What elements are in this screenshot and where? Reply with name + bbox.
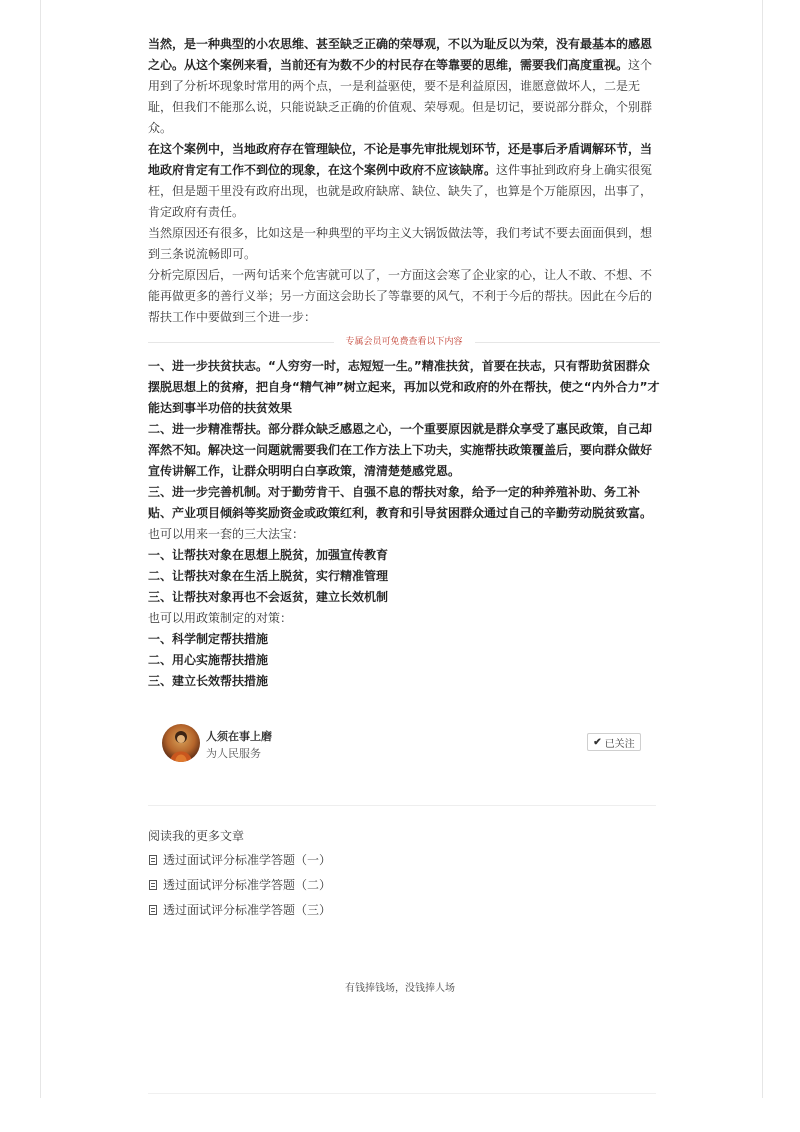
policy-item: 三、建立长效帮扶措施 [148, 674, 269, 688]
step-3: 三、进一步完善机制。对于勤劳肯干、自强不息的帮扶对象，给予一定的种养殖补助、务工补贴、产业项目倾斜等奖励资金或政策红利，教育和引导贫困群众通过自己的辛勤劳动脱贫致富。 [148, 485, 653, 520]
more-article-link[interactable] [148, 852, 331, 877]
article-body [148, 34, 660, 692]
paragraph-1-bold: 当然，是一种典型的小农思维、甚至缺乏正确的荣辱观，不以为耻反以为荣，没有最基本的感恩之心。从这个案例来看，当前还有为数不少的村民存在等靠要的思维，需要我们高度重视。 [148, 37, 653, 72]
author-description: 为人民服务 [206, 747, 261, 760]
avatar[interactable] [162, 724, 200, 762]
more-articles-title: 阅读我的更多文章 [148, 829, 245, 843]
follow-button[interactable] [587, 733, 641, 751]
paragraph-2-bold: 在这个案例中，当地政府存在管理缺位，不论是事先审批规划环节，还是事后矛盾调解环节，当地政府肯定有工作不到位的现象，在这个案例中政府不应该缺席。 [148, 142, 653, 177]
author-name[interactable]: 人须在事上磨 [206, 730, 272, 743]
step-1: 一、进一步扶贫扶志。“人穷穷一时，志短短一生。”精准扶贫，首要在扶志，只有帮助贫困群众摆脱思想上的贫瘠，把自身“精气神”树立起来，再加以党和政府的外在帮扶，使之“内外合力”才能达到事半功倍的扶贫效果 [148, 359, 660, 415]
alt-item: 一、让帮扶对象在思想上脱贫，加强宣传教育 [148, 548, 389, 562]
more-article-link[interactable] [148, 877, 331, 902]
paragraph-3: 当然原因还有很多，比如这是一种典型的平均主义大锅饭做法等，我们考试不要去面面俱到，想到三条说流畅即可。 [148, 226, 653, 261]
avatar-image [162, 724, 200, 762]
policy-item: 二、用心实施帮扶措施 [148, 653, 269, 667]
more-article-link[interactable] [148, 902, 331, 927]
more-article-title: 透过面试评分标准学答题（三） [163, 903, 332, 917]
document-icon [149, 880, 157, 890]
paragraph-1-normal: 这个用到了分析坏现象时常用的两个点，一是利益驱使，要不是利益原因，谁愿意做坏人，二是无耻，但我们不能那么说，只能说缺乏正确的价值观、荣辱观。但是切记，要说部分群众，个别群众。 [148, 58, 653, 135]
document-icon [149, 905, 157, 915]
alt-item: 三、让帮扶对象再也不会返贫，建立长效机制 [148, 590, 389, 604]
footer-slogan: 有钱捧钱场，没钱捧人场 [345, 983, 455, 994]
document-icon [149, 855, 157, 865]
check-icon: ✔ [593, 736, 602, 748]
paragraph-2-normal: 这件事扯到政府身上确实很冤枉，但是题干里没有政府出现，也就是政府缺席、缺位、缺失了，也算是个万能原因，出事了，肯定政府有责任。 [148, 163, 653, 219]
follow-label: 已关注 [604, 738, 635, 750]
policy-item: 一、科学制定帮扶措施 [148, 632, 269, 646]
policy-intro: 也可以用政策制定的对策： [148, 611, 293, 625]
step-2: 二、进一步精准帮扶。部分群众缺乏感恩之心，一个重要原因就是群众享受了惠民政策，自己却浑然不知。解决这一问题就需要我们在工作方法上下功夫，实施帮扶政策覆盖后，要向群众做好宣传讲解工作，让群众明明白白享政策，清清楚楚感党恩。 [148, 422, 653, 478]
more-articles-list [148, 852, 331, 927]
member-notice[interactable]: 专属会员可免费查看以下内容 [345, 337, 463, 347]
member-divider [148, 328, 660, 356]
divider-line-right [475, 342, 661, 343]
paragraph-2 [148, 139, 660, 223]
paragraph-4: 分析完原因后，一两句话来个危害就可以了，一方面这会寒了企业家的心，让人不敢、不想、不能再做更多的善行义举；另一方面这会助长了等靠要的风气，不利于今后的帮扶。因此在今后的帮扶工作中要做到三个进一步： [148, 268, 653, 324]
divider-line-left [148, 342, 334, 343]
paragraph-1 [148, 34, 660, 139]
bottom-divider [148, 1093, 656, 1094]
alt-intro: 也可以用来一套的三大法宝： [148, 527, 305, 541]
alt-item: 二、让帮扶对象在生活上脱贫，实行精准管理 [148, 569, 389, 583]
more-article-title: 透过面试评分标准学答题（一） [163, 853, 332, 867]
author-card [162, 724, 642, 764]
more-article-title: 透过面试评分标准学答题（二） [163, 878, 332, 892]
section-divider [148, 805, 656, 806]
